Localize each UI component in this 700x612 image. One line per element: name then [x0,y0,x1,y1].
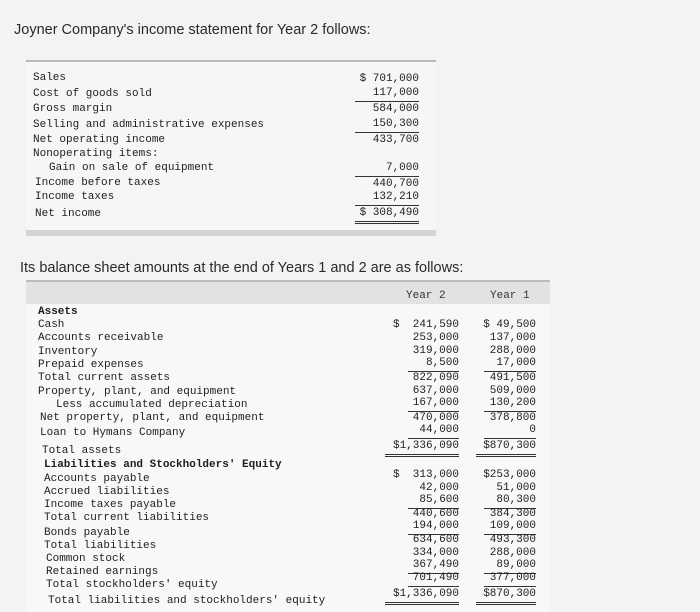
bs-y1-ppe: 509,000 [489,385,536,397]
bs-y1-accounts-payable: $253,000 [483,469,536,481]
bs-label-accounts-receivable: Accounts receivable [38,332,164,344]
bs-label-net-ppe: Net property, plant, and equipment [40,412,265,424]
bs-label-total-current-assets: Total current assets [38,372,171,384]
bs-label-total-liabilities: Total liabilities [44,540,157,552]
intro-text: Joyner Company's income statement for Year 2 follows: [14,22,371,38]
is-value-income-before-taxes: 440,700 [372,178,419,190]
bs-y1-total-current-liabilities: 384,300 [489,508,536,520]
balance-sheet-header [26,282,550,304]
is-value-net-income: $ 308,490 [355,207,419,224]
col-header-year1: Year 1 [490,290,530,302]
bs-label-total-assets: Total assets [42,445,122,457]
bs-label-bonds-payable: Bonds payable [44,527,130,539]
bs-y2-loan-to-hymans: 44,000 [408,424,459,439]
bs-label-cash: Cash [38,319,65,331]
is-value-gain-on-sale: 7,000 [355,162,419,177]
bs-y1-total-assets: $870,300 [476,440,536,457]
is-label-cogs: Cost of goods sold [33,88,152,100]
bs-label-loan-to-hymans: Loan to Hymans Company [40,427,186,439]
bs-y2-total-current-liabilities: 440,600 [412,508,459,520]
bs-y2-accounts-payable: $ 313,000 [392,469,459,481]
is-label-gross-margin: Gross margin [33,103,113,115]
bs-y1-bonds-payable: 109,000 [484,520,536,535]
is-label-sga: Selling and administrative expenses [33,119,265,131]
bs-y2-bonds-payable: 194,000 [408,520,459,535]
is-label-gain-on-sale: Gain on sale of equipment [49,162,215,174]
bs-label-total-liabilities-and-equity: Total liabilities and stockholders' equity [48,595,326,607]
is-value-cogs: 117,000 [355,87,419,102]
is-label-income-before-taxes: Income before taxes [35,177,161,189]
bs-y1-accumulated-depreciation: 130,200 [484,397,536,412]
bs-y2-net-ppe: 470,000 [412,412,459,424]
bs-label-retained-earnings: Retained earnings [46,566,159,578]
is-label-income-taxes: Income taxes [35,191,115,203]
bs-label-assets-heading: Assets [38,306,78,318]
bs-y1-net-ppe: 378,800 [489,412,536,424]
bs-y2-total-liabilities: 634,600 [412,534,459,546]
bs-y2-prepaid-expenses: 8,500 [408,357,459,372]
bs-y2-retained-earnings: 367,490 [408,559,459,574]
bs-y2-ppe: 637,000 [412,385,459,397]
bs-y2-accrued-liabilities: 42,000 [419,482,459,494]
bs-y1-total-stockholders-equity: 377,000 [484,572,536,587]
balance-intro-text: Its balance sheet amounts at the end of Years 1 and 2 are as follows: [20,260,464,276]
bs-y1-accrued-liabilities: 51,000 [496,482,536,494]
is-value-sales: $ 701,000 [359,73,419,85]
bs-y2-accounts-receivable: 253,000 [412,332,459,344]
bs-y2-accumulated-depreciation: 167,000 [408,397,459,412]
bs-y2-income-taxes-payable: 85,600 [408,494,459,509]
bs-y1-total-current-assets: 491,500 [489,372,536,384]
bs-y1-retained-earnings: 89,000 [484,559,536,574]
bs-y2-total-current-assets: 822,090 [412,372,459,384]
bs-label-accumulated-depreciation: Less accumulated depreciation [56,399,248,411]
is-label-net-income: Net income [35,208,102,220]
is-label-nonoperating-items: Nonoperating items: [33,148,159,160]
is-label-sales: Sales [33,72,67,84]
bs-label-ppe: Property, plant, and equipment [38,386,237,398]
bs-label-income-taxes-payable: Income taxes payable [44,499,177,511]
bs-label-prepaid-expenses: Prepaid expenses [38,359,144,371]
bs-y1-accounts-receivable: 137,000 [489,332,536,344]
income-statement-footer-bar [26,230,436,236]
bs-y1-loan-to-hymans: 0 [484,424,536,439]
bs-y1-income-taxes-payable: 80,300 [484,494,536,509]
bs-label-inventory: Inventory [38,346,98,358]
is-value-gross-margin: 584,000 [372,103,419,115]
bs-y2-inventory: 319,000 [412,345,459,357]
col-header-year2: Year 2 [406,290,446,302]
bs-y2-common-stock: 334,000 [412,547,459,559]
bs-y1-inventory: 288,000 [489,345,536,357]
bs-y1-cash: $ 49,500 [483,319,536,331]
bs-y2-total-stockholders-equity: 701,490 [408,572,459,587]
bs-y1-prepaid-expenses: 17,000 [484,357,536,372]
bs-y2-total-assets: $1,336,090 [385,440,459,457]
is-value-net-operating-income: 433,700 [372,134,419,146]
is-label-net-operating-income: Net operating income [33,134,166,146]
bs-label-liabilities-heading: Liabilities and Stockholders' Equity [44,459,282,471]
bs-label-total-stockholders-equity: Total stockholders' equity [46,579,218,591]
bs-label-common-stock: Common stock [46,553,126,565]
bs-label-accrued-liabilities: Accrued liabilities [44,486,170,498]
is-value-income-taxes: 132,210 [355,191,419,206]
bs-y1-total-liabilities: 493,300 [489,534,536,546]
bs-y1-common-stock: 288,000 [489,547,536,559]
bs-label-accounts-payable: Accounts payable [44,473,150,485]
bs-y2-cash: $ 241,590 [392,319,459,331]
bs-y2-total-liabilities-and-equity: $1,336,090 [385,588,459,605]
bs-y1-total-liabilities-and-equity: $870,300 [476,588,536,605]
bs-label-total-current-liabilities: Total current liabilities [44,512,210,524]
is-value-sga: 150,300 [355,118,419,133]
